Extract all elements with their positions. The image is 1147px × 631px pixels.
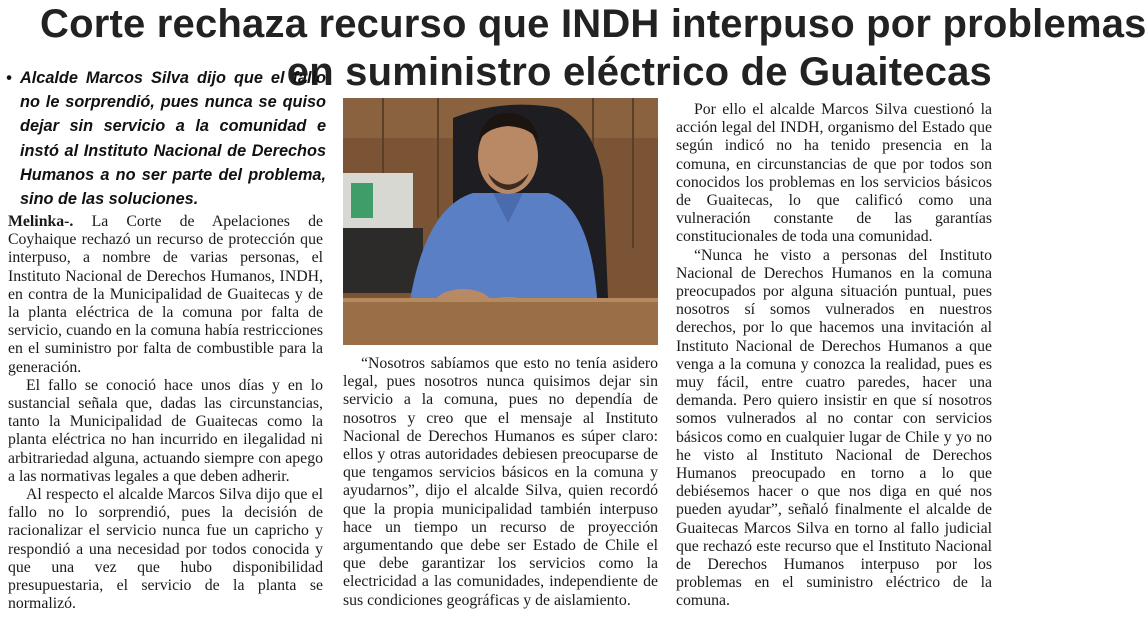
article-column-1	[8, 213, 323, 613]
article-column-3	[676, 101, 992, 611]
bullet-icon: •	[6, 69, 12, 87]
photo-illustration	[343, 98, 658, 345]
article-paragraph: Por ello el alcalde Marcos Silva cuestionó la acción legal del INDH, organismo del Estado que según indicó no ha tenido presencia en la comuna, en circunstancias de que por todos son conocidos los problemas en los servicios básicos de Guaitecas, lo que calificó como una vulneración constante de las garantías constitucionales de toda una comunidad.	[676, 101, 992, 246]
dateline: Melinka-.	[8, 213, 74, 230]
paragraph-text: La Corte de Apelaciones de Coyhaique rechazó un recurso de protección que interpuso, a nombre de varias personas, el Instituto Nacional de Derechos Humanos, INDH, en contra de la Municipalidad de Guaitecas y de la planta eléctrica de la comuna por falta de servicio, cuando en la comuna había restricciones en el suministro por falta de combustible para la generación.	[8, 213, 324, 376]
article-paragraph: “Nunca he visto a personas del Instituto Nacional de Derechos Humanos en la comuna preocupados por alguna situación puntual, pues nosotros sí somos vulnerados en nuestros derechos, por lo que hacemos una invitación al Instituto Nacional de Derechos Humanos a que venga a la comuna y conozca la realidad, pues es muy fácil, entre cuatro paredes, hacer una demanda. Pero quiero insistir en que sí nosotros somos vulnerados al no contar con servicios básicos como en cualquier lugar de Chile y yo no he visto al Instituto Nacional de Derechos Humanos preocupado en torno a lo que debiésemos hacer o que nos diga en qué nos pueden ayudar”, señaló finalmente el alcalde de Guaitecas Marcos Silva en torno al fallo judicial que rechazó este recurso que el Instituto Nacional de Derechos Humanos interpuso por los problemas en el suministro eléctrico de la comuna.	[676, 246, 992, 610]
lead-text: Alcalde Marcos Silva dijo que el fallo no le sorprendió, pues nunca se quiso dejar sin servicio a la comunidad e instó al Instituto Nacional de Derechos Humanos a no ser parte del problema, sino de las soluciones.	[20, 69, 326, 209]
article-paragraph: Al respecto el alcalde Marcos Silva dijo que el fallo no lo sorprendió, pues la decisión de racionalizar el servicio nunca fue un capricho y respondió a una necesidad por todos conocida y que una vez que hubo disponibilidad presupuestaria, el servicio de la planta se normalizó.	[8, 486, 323, 613]
headline-line-1: Corte rechaza recurso que INDH interpuso por problemas	[40, 2, 1147, 46]
article-paragraph: “Nosotros sabíamos que esto no tenía asidero legal, pues nosotros nunca quisimos dejar sin servicio a la comuna, pues no dependía de nosotros y creo que el mensaje al Instituto Nacional de Derechos Humanos es súper claro: ellos y otras autoridades debiesen preocuparse de que tengamos servicios básicos en la comuna y ayudarnos”, dijo el alcalde Silva, quien recordó que la propia municipalidad también interpuso hace un tiempo un recurso de proyección argumentando que debe ser Estado de Chile el que debe garantizar los servicios como la electricidad a las comunidades, independiente de sus condiciones geográficas y de aislamiento.	[343, 355, 658, 609]
article-paragraph: El fallo se conoció hace unos días y en lo sustancial señala que, dadas las circunstancias, tanto la Municipalidad de Guaitecas como la planta eléctrica no han incurrido en ilegalidad ni arbitrariedad alguna, actuando siempre con apego a las normativas legales a que deben adherir.	[8, 376, 323, 485]
mayor-photo	[343, 98, 658, 345]
article-paragraph	[8, 213, 323, 377]
headline-line-2: en suministro eléctrico de Guaitecas	[286, 50, 992, 94]
lead-summary	[6, 66, 326, 211]
article-column-2	[343, 355, 658, 610]
